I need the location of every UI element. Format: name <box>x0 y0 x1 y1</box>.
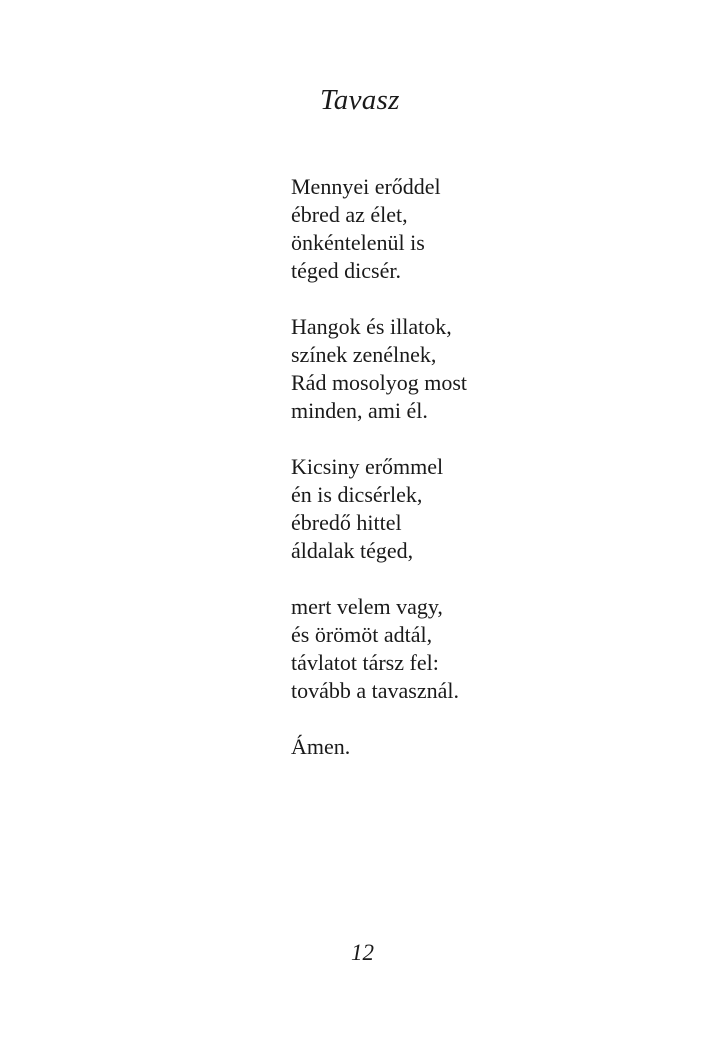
poem-line: én is dicsérlek, <box>291 482 423 507</box>
poem-line: minden, ami él. <box>291 398 428 423</box>
poem-line: Kicsiny erőmmel <box>291 454 444 479</box>
poem-line: ébredő hittel <box>291 510 402 535</box>
poem-title: Tavasz <box>320 84 400 116</box>
poem-line: színek zenélnek, <box>291 342 437 367</box>
poem-line: Ámen. <box>291 734 351 759</box>
poem-line: tovább a tavasznál. <box>291 678 459 703</box>
poem-line: mert velem vagy, <box>291 594 443 619</box>
stanza-3 <box>291 453 651 565</box>
poem-body <box>291 173 651 789</box>
poem-line: téged dicsér. <box>291 258 401 283</box>
poem-line: önkéntelenül is <box>291 230 425 255</box>
stanza-4 <box>291 593 651 705</box>
page-number: 12 <box>351 940 374 965</box>
poem-line: Hangok és illatok, <box>291 314 452 339</box>
poem-line: Rád mosolyog most <box>291 370 468 395</box>
poem-line: távlatot társz fel: <box>291 650 439 675</box>
poem-line: és örömöt adtál, <box>291 622 433 647</box>
stanza-2 <box>291 313 651 425</box>
poem-line: áldalak téged, <box>291 538 414 563</box>
stanza-5 <box>291 733 651 761</box>
poem-line: ébred az élet, <box>291 202 408 227</box>
poem-line: Mennyei erőddel <box>291 174 441 199</box>
stanza-1 <box>291 173 651 285</box>
